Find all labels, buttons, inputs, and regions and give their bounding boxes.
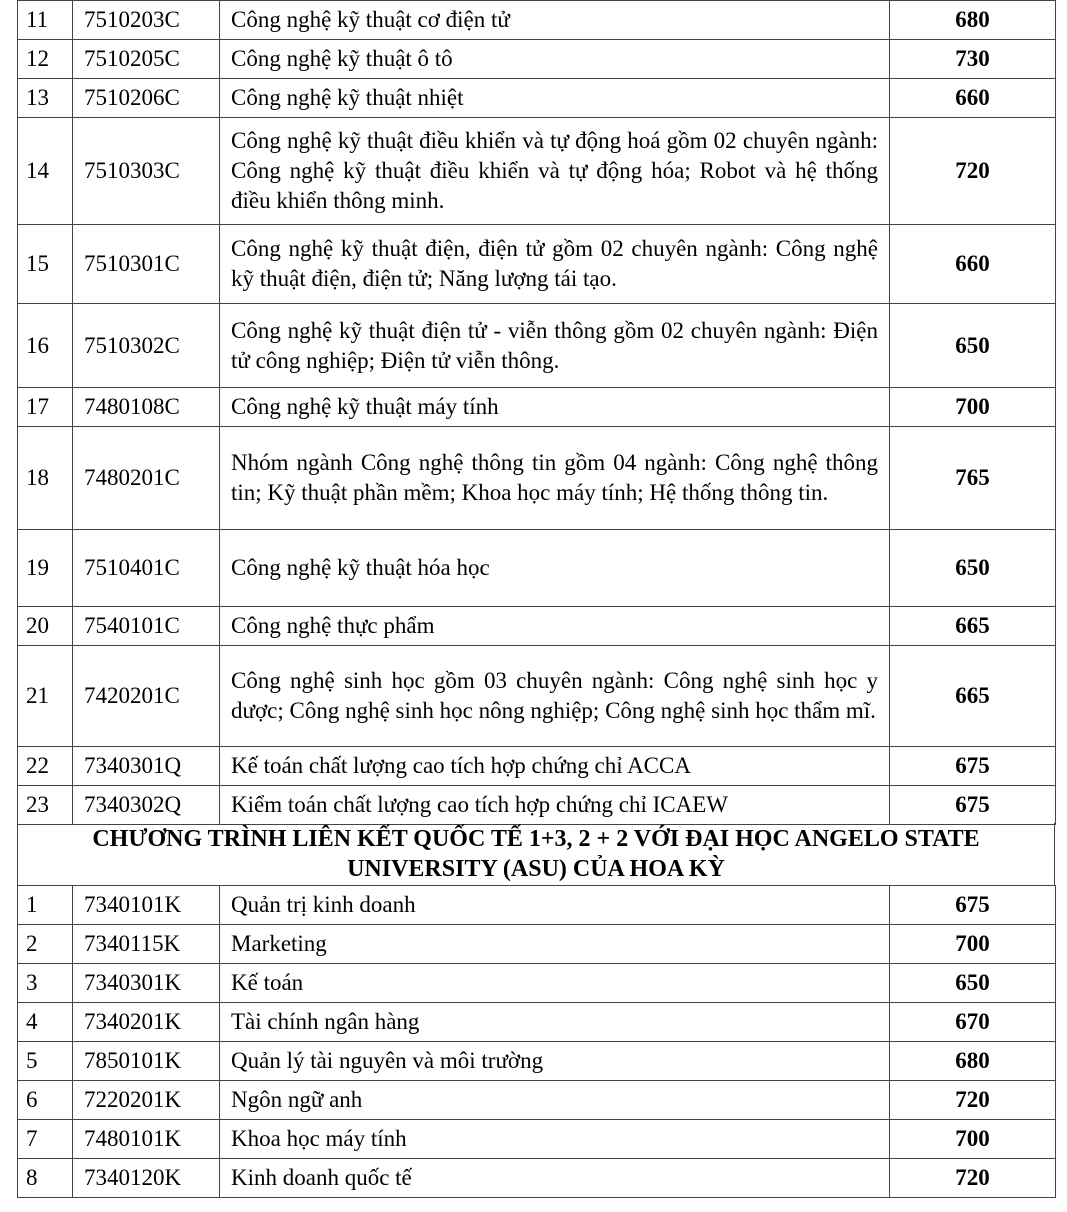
benchmark-score: 700	[890, 388, 1056, 427]
program-code: 7340120K	[73, 1159, 220, 1198]
program-code: 7340101K	[73, 886, 220, 925]
program-name: Kế toán chất lượng cao tích hợp chứng chỉ ACCA	[220, 747, 890, 786]
benchmark-score: 665	[890, 646, 1056, 747]
row-number: 17	[18, 388, 73, 427]
program-code: 7340115K	[73, 925, 220, 964]
table-row	[18, 646, 1056, 747]
row-number: 22	[18, 747, 73, 786]
row-number: 13	[18, 79, 73, 118]
program-code: 7510203C	[73, 1, 220, 40]
program-code: 7480201C	[73, 427, 220, 530]
benchmark-score: 700	[890, 1120, 1056, 1159]
table-row	[18, 79, 1056, 118]
benchmark-score: 700	[890, 925, 1056, 964]
benchmark-score: 765	[890, 427, 1056, 530]
program-code: 7340301K	[73, 964, 220, 1003]
table-row	[18, 786, 1056, 825]
table-row	[18, 1, 1056, 40]
benchmark-score: 660	[890, 79, 1056, 118]
program-name: Công nghệ kỹ thuật điều khiển và tự động hoá gồm 02 chuyên ngành: Công nghệ kỹ thuật điều khiển và tự động hóa; Robot và hệ thống điều khiển thông minh.	[220, 118, 890, 225]
program-code: 7540101C	[73, 607, 220, 646]
benchmark-score: 650	[890, 964, 1056, 1003]
program-code: 7220201K	[73, 1081, 220, 1120]
table-row	[18, 964, 1056, 1003]
row-number: 20	[18, 607, 73, 646]
program-name: Công nghệ kỹ thuật nhiệt	[220, 79, 890, 118]
program-name: Công nghệ sinh học gồm 03 chuyên ngành: Công nghệ sinh học y dược; Công nghệ sinh học nông nghiệp; Công nghệ sinh học thẩm mĩ.	[220, 646, 890, 747]
table-row	[18, 1003, 1056, 1042]
program-code: 7510401C	[73, 530, 220, 607]
row-number: 7	[18, 1120, 73, 1159]
benchmark-score: 650	[890, 304, 1056, 388]
section-heading-asu	[17, 823, 1055, 885]
table-row	[18, 1120, 1056, 1159]
program-code: 7510301C	[73, 225, 220, 304]
row-number: 8	[18, 1159, 73, 1198]
table-row	[18, 1159, 1056, 1198]
row-number: 23	[18, 786, 73, 825]
program-name: Công nghệ kỹ thuật điện, điện tử gồm 02 chuyên ngành: Công nghệ kỹ thuật điện, điện tử; Năng lượng tái tạo.	[220, 225, 890, 304]
benchmark-score: 720	[890, 118, 1056, 225]
program-name: Marketing	[220, 925, 890, 964]
table-row	[18, 388, 1056, 427]
table-row	[18, 304, 1056, 388]
row-number: 4	[18, 1003, 73, 1042]
program-name: Tài chính ngân hàng	[220, 1003, 890, 1042]
table-row	[18, 118, 1056, 225]
benchmark-score: 675	[890, 747, 1056, 786]
program-name: Công nghệ kỹ thuật điện tử - viễn thông gồm 02 chuyên ngành: Điện tử công nghiệp; Điện tử viễn thông.	[220, 304, 890, 388]
table-row	[18, 925, 1056, 964]
row-number: 12	[18, 40, 73, 79]
program-code: 7510302C	[73, 304, 220, 388]
program-name: Kinh doanh quốc tế	[220, 1159, 890, 1198]
program-name: Công nghệ kỹ thuật ô tô	[220, 40, 890, 79]
row-number: 2	[18, 925, 73, 964]
section-heading-line-2: UNIVERSITY (ASU) CỦA HOA KỲ	[347, 856, 725, 882]
row-number: 15	[18, 225, 73, 304]
program-code: 7850101K	[73, 1042, 220, 1081]
program-code: 7480101K	[73, 1120, 220, 1159]
benchmark-score: 730	[890, 40, 1056, 79]
row-number: 6	[18, 1081, 73, 1120]
program-code: 7340302Q	[73, 786, 220, 825]
table-row	[18, 225, 1056, 304]
row-number: 14	[18, 118, 73, 225]
row-number: 19	[18, 530, 73, 607]
benchmark-score: 665	[890, 607, 1056, 646]
program-code: 7420201C	[73, 646, 220, 747]
benchmark-score: 650	[890, 530, 1056, 607]
program-code: 7510205C	[73, 40, 220, 79]
program-table-asu	[17, 885, 1056, 1198]
program-name: Quản trị kinh doanh	[220, 886, 890, 925]
row-number: 18	[18, 427, 73, 530]
program-name: Khoa học máy tính	[220, 1120, 890, 1159]
table-row	[18, 40, 1056, 79]
row-number: 1	[18, 886, 73, 925]
program-name: Công nghệ thực phẩm	[220, 607, 890, 646]
benchmark-score: 680	[890, 1042, 1056, 1081]
row-number: 21	[18, 646, 73, 747]
section-heading-line-1: CHƯƠNG TRÌNH LIÊN KẾT QUỐC TẾ 1+3, 2 + 2 VỚI ĐẠI HỌC ANGELO STATE	[92, 826, 980, 852]
program-table-main	[17, 0, 1056, 825]
row-number: 5	[18, 1042, 73, 1081]
table-row	[18, 427, 1056, 530]
table-row	[18, 747, 1056, 786]
benchmark-score: 720	[890, 1159, 1056, 1198]
row-number: 16	[18, 304, 73, 388]
table-row	[18, 886, 1056, 925]
program-name: Kế toán	[220, 964, 890, 1003]
benchmark-score: 720	[890, 1081, 1056, 1120]
benchmark-score: 675	[890, 786, 1056, 825]
table-row	[18, 530, 1056, 607]
table-row	[18, 1042, 1056, 1081]
row-number: 11	[18, 1, 73, 40]
program-name: Nhóm ngành Công nghệ thông tin gồm 04 ngành: Công nghệ thông tin; Kỹ thuật phần mềm; Khoa học máy tính; Hệ thống thông tin.	[220, 427, 890, 530]
table-row	[18, 1081, 1056, 1120]
program-code: 7510206C	[73, 79, 220, 118]
program-name: Quản lý tài nguyên và môi trường	[220, 1042, 890, 1081]
benchmark-score: 680	[890, 1, 1056, 40]
benchmark-score: 675	[890, 886, 1056, 925]
benchmark-score: 660	[890, 225, 1056, 304]
program-name: Ngôn ngữ anh	[220, 1081, 890, 1120]
row-number: 3	[18, 964, 73, 1003]
program-code: 7340201K	[73, 1003, 220, 1042]
program-name: Kiểm toán chất lượng cao tích hợp chứng chỉ ICAEW	[220, 786, 890, 825]
program-code: 7480108C	[73, 388, 220, 427]
table-row	[18, 607, 1056, 646]
program-code: 7340301Q	[73, 747, 220, 786]
program-name: Công nghệ kỹ thuật hóa học	[220, 530, 890, 607]
program-name: Công nghệ kỹ thuật cơ điện tử	[220, 1, 890, 40]
benchmark-score: 670	[890, 1003, 1056, 1042]
program-code: 7510303C	[73, 118, 220, 225]
program-name: Công nghệ kỹ thuật máy tính	[220, 388, 890, 427]
